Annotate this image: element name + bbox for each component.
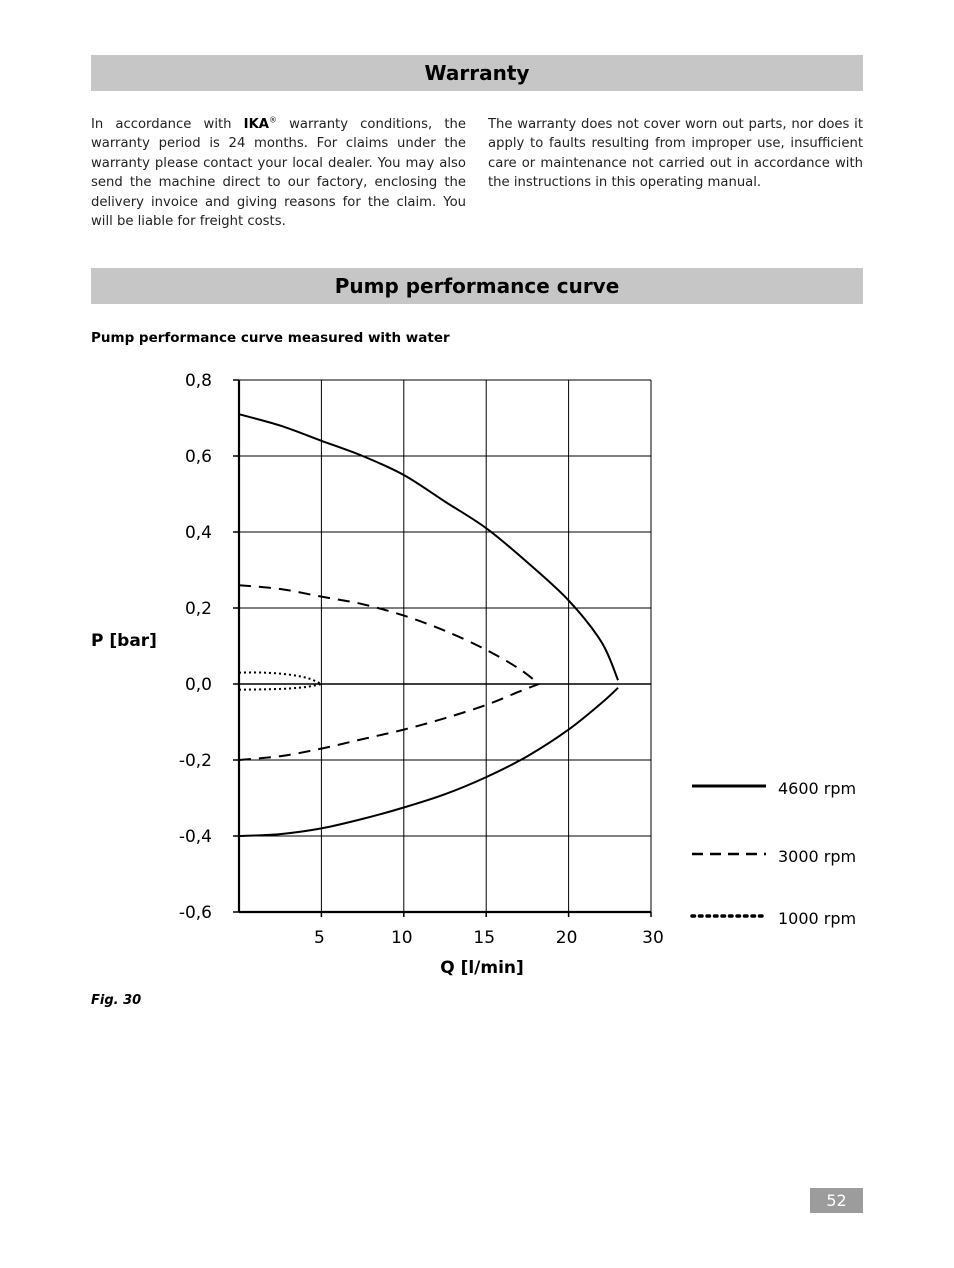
series-line-4600-rpm-pressure: [239, 414, 618, 680]
series-line-1000-rpm-vacuum: [239, 684, 321, 690]
series-line-3000-rpm-vacuum: [239, 684, 539, 760]
page-number: 52: [810, 1188, 863, 1213]
y-axis-title: P [bar]: [91, 631, 157, 651]
y-tick-label: 0,4: [184, 523, 212, 543]
legend-label: 1000 rpm: [778, 909, 857, 928]
series-line-3000-rpm-pressure: [239, 585, 539, 684]
y-tick-label: 0,8: [184, 371, 212, 391]
figure-label: Fig. 30: [91, 993, 142, 1008]
x-tick-label: 30: [642, 928, 664, 948]
ika-brand: IKA: [243, 117, 269, 132]
warranty-right-paragraph: The warranty does not cover worn out parts, nor does it apply to faults resulting from improper use, insufficient care or maintenance not carried out in accordance with the instructions in this operating manual.: [488, 117, 863, 191]
warranty-left-paragraph: In accordance with IKA® warranty conditions, the warranty period is 24 months. For claims under the warranty please contact your local dealer. You may also send the machine direct to our factory, enclosing the delivery invoice and giving reasons for the claim. You will be liable for freight costs.: [91, 115, 466, 230]
pump-title: Pump performance curve: [334, 274, 620, 298]
legend-label: 3000 rpm: [778, 847, 857, 866]
series-line-4600-rpm-vacuum: [239, 688, 618, 836]
x-axis-title: Q [l/min]: [440, 958, 524, 978]
x-tick-label: 15: [473, 928, 496, 948]
y-tick-label: -0,4: [178, 827, 212, 847]
x-tick-label: 10: [390, 928, 413, 948]
warranty-title: Warranty: [424, 61, 530, 85]
chart-subtitle: Pump performance curve measured with water: [91, 330, 450, 346]
x-tick-label: 20: [555, 928, 578, 948]
x-tick-label: 5: [313, 928, 325, 948]
y-tick-label: 0,0: [184, 675, 212, 695]
y-tick-label: 0,2: [184, 599, 212, 619]
series-line-1000-rpm-pressure: [239, 672, 321, 684]
y-tick-label: -0,2: [178, 751, 212, 771]
y-tick-label: -0,6: [178, 903, 212, 923]
y-tick-label: 0,6: [184, 447, 212, 467]
legend-label: 4600 rpm: [778, 779, 857, 798]
